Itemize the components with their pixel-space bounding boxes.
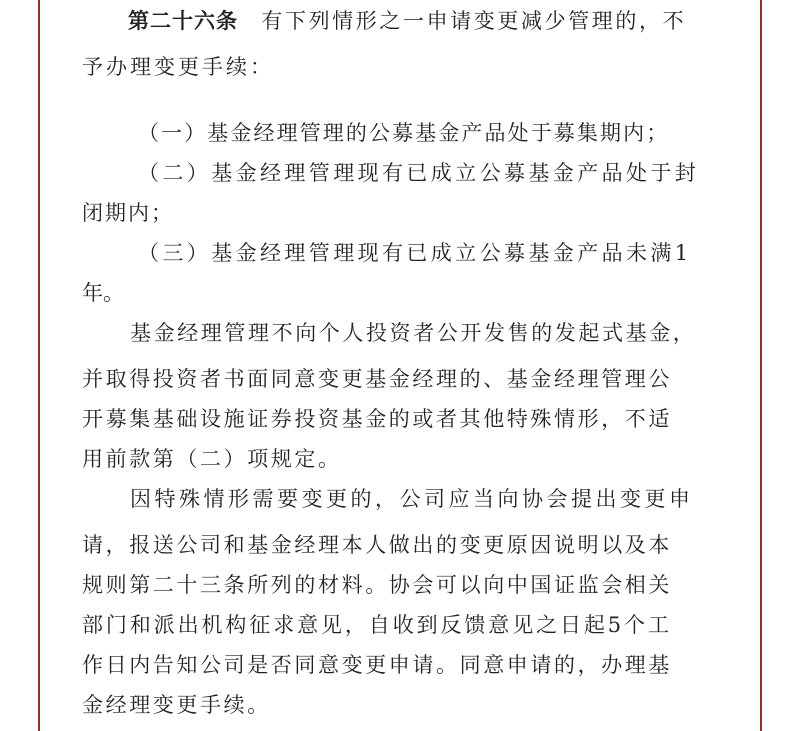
paragraph-2-line-5 <box>82 648 722 682</box>
list-item-3-text-2: 年。 <box>82 281 124 305</box>
article-intro-text-2: 予办理变更手续： <box>82 55 274 79</box>
list-item-2-text: （二）基金经理管理现有已成立公募基金产品处于封 <box>138 161 700 185</box>
paragraph-1-text-4: 用前款第（二）项规定。 <box>82 447 342 471</box>
list-item-1-text: （一）基金经理管理的公募基金产品处于募集期内； <box>138 121 670 145</box>
paragraph-2-text-5: 作日内告知公司是否同意变更申请。同意申请的，办理基 <box>82 653 672 677</box>
list-item-2 <box>82 156 722 190</box>
article-title: 第二十六条 <box>128 8 238 33</box>
paragraph-2-text-6: 金经理变更手续。 <box>82 693 271 717</box>
paragraph-1-text-3: 开募集基础设施证券投资基金的或者其他特殊情形，不适 <box>82 407 672 431</box>
list-item-2-continuation <box>82 196 722 230</box>
paragraph-1-line-1 <box>82 316 722 350</box>
paragraph-1-text-2: 并取得投资者书面同意变更基金经理的、基金经理管理公 <box>82 367 672 391</box>
article-heading-line <box>82 4 722 38</box>
paragraph-2-line-4 <box>82 608 722 642</box>
list-item-2-text-2: 闭期内； <box>82 201 174 225</box>
paragraph-1-text-1: 基金经理管理不向个人投资者公开发售的发起式基金， <box>130 321 697 345</box>
article-intro-text: 有下列情形之一申请变更减少管理的，不 <box>261 9 687 33</box>
list-item-3 <box>82 236 722 270</box>
paragraph-2-line-3 <box>82 568 722 602</box>
paragraph-1-line-3 <box>82 402 722 436</box>
list-item-3-continuation <box>82 276 722 310</box>
paragraph-2-line-1 <box>82 482 722 516</box>
list-item-3-text: （三）基金经理管理现有已成立公募基金产品未满1 <box>138 241 692 265</box>
paragraph-2-text-4: 部门和派出机构征求意见，自收到反馈意见之日起5个工 <box>82 613 672 637</box>
paragraph-2-text-3: 规则第二十三条所列的材料。协会可以向中国证监会相关 <box>82 573 672 597</box>
paragraph-1-line-4 <box>82 442 722 476</box>
page-border-left <box>38 0 40 731</box>
page-border-right <box>760 0 762 731</box>
paragraph-1-line-2 <box>82 362 722 396</box>
paragraph-2-text-2: 请，报送公司和基金经理本人做出的变更原因说明以及本 <box>82 533 672 557</box>
list-item-1 <box>82 116 722 150</box>
paragraph-2-line-6 <box>82 688 722 722</box>
paragraph-2-line-2 <box>82 528 722 562</box>
paragraph-2-text-1: 因特殊情形需要变更的，公司应当向协会提出变更申 <box>130 487 694 511</box>
article-intro-continuation <box>82 50 722 84</box>
